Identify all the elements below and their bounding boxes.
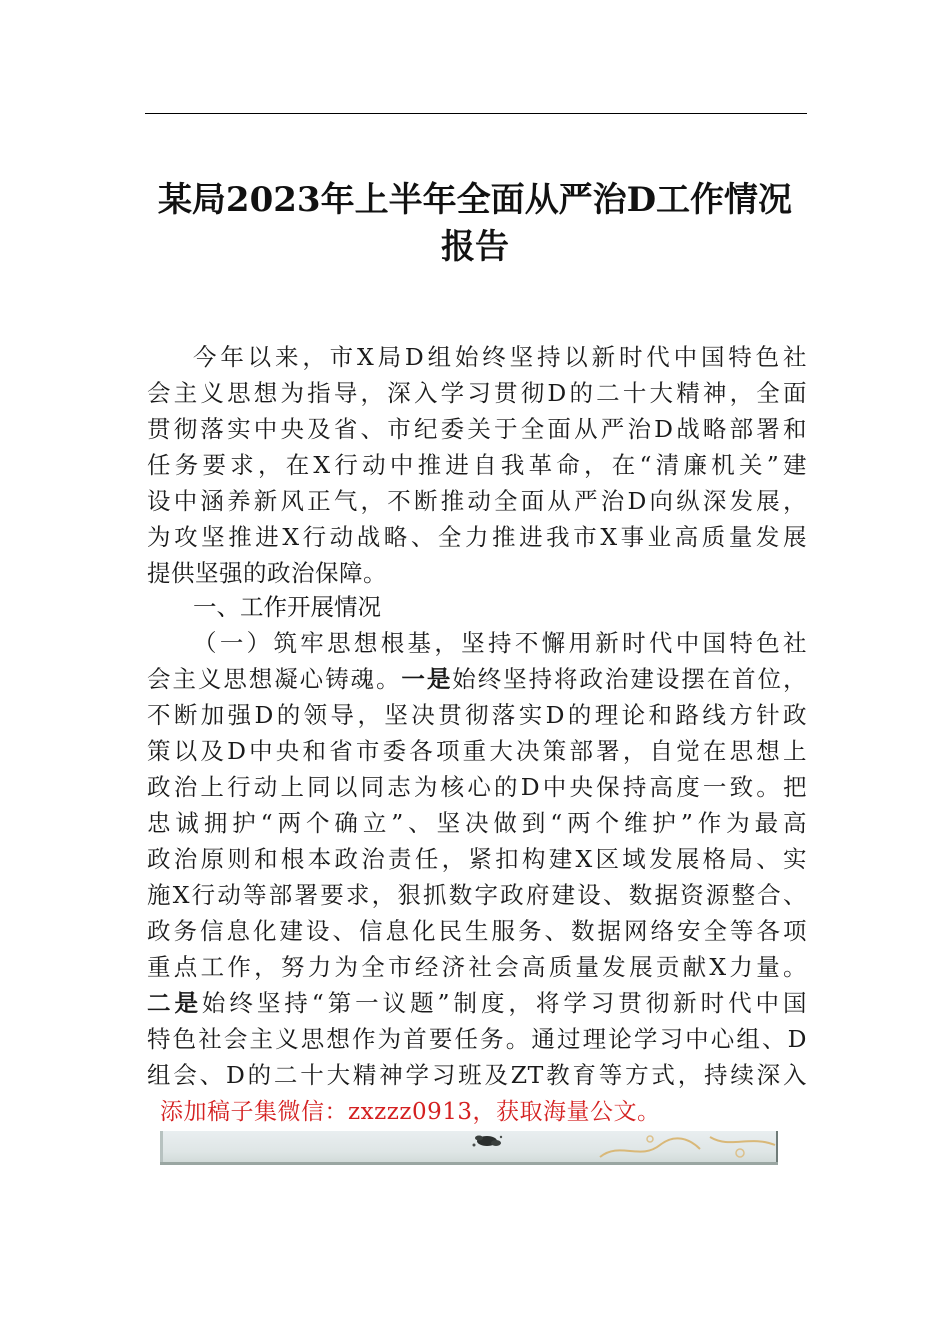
body-line-6: 施X行动等部署要求，狠抓数字政府建设、数据资源整合、: [147, 881, 807, 909]
body-line-5: 政治原则和根本政治责任，紧扣构建X区域发展格局、实: [147, 845, 807, 873]
para1-line-1: 今年以来，市X局D组始终坚持以新时代中国特色社: [193, 343, 807, 371]
tail-line-1: 特色社会主义思想作为首要任务。通过理论学习中心组、D: [147, 1025, 807, 1053]
point-two-text: 始终坚持“第一议题”制度，将学习贯彻新时代中国: [201, 989, 808, 1017]
sub1-line-1: （一）筑牢思想根基，坚持不懈用新时代中国特色社: [193, 629, 807, 657]
banner-bottom-edge: [160, 1162, 778, 1165]
banner-right-edge: [776, 1131, 778, 1165]
decorative-banner: [160, 1131, 778, 1165]
body-line-8: 重点工作，努力为全市经济社会高质量发展贡献X力量。: [147, 953, 807, 981]
point-two-marker: 二是: [147, 989, 202, 1017]
sub1-line-2-rest: 始终坚持将政治建设摆在首位，: [452, 665, 808, 693]
banner-left-edge: [160, 1131, 163, 1165]
header-rule: [145, 113, 807, 114]
body-line-2: 策以及D中央和省市委各项重大决策部署，自觉在思想上: [147, 737, 807, 765]
document-title-line-2: 报告: [441, 227, 509, 267]
point-two-line: [147, 986, 807, 1020]
para1-line-5: 设中涵养新风正气，不断推动全面从严治D向纵深发展，: [147, 487, 807, 515]
document-title-line-1: 某局2023年上半年全面从严治D工作情况: [157, 180, 793, 220]
body-line-1: 不断加强D的领导，坚决贯彻落实D的理论和路线方针政: [147, 701, 807, 729]
sub1-line-2-text: 会主义思想凝心铸魂。: [147, 665, 402, 693]
section-heading-1: 一、工作开展情况: [193, 593, 381, 621]
body-line-7: 政务信息化建设、信息化民生服务、数据网络安全等各项: [147, 917, 807, 945]
para1-line-2: 会主义思想为指导，深入学习贯彻D的二十大精神，全面: [147, 379, 807, 407]
sub1-line-2: [147, 662, 807, 696]
para1-line-3: 贯彻落实中央及省、市纪委关于全面从严治D战略部署和: [147, 415, 807, 443]
gold-swirl-icon: [590, 1131, 778, 1161]
wechat-promo-note: 添加稿子集微信：zxzzz0913，获取海量公文。: [160, 1099, 661, 1125]
para1-line-6: 为攻坚推进X行动战略、全力推进我市X事业高质量发展: [147, 523, 807, 551]
point-one-marker: 一是: [401, 665, 453, 693]
para1-line-4: 任务要求，在X行动中推进自我革命，在“清廉机关”建: [147, 451, 807, 479]
body-line-4: 忠诚拥护“两个确立”、坚决做到“两个维护”作为最高: [147, 809, 807, 837]
tail-line-2: 组会、D的二十大精神学习班及ZT教育等方式，持续深入: [147, 1061, 807, 1089]
body-line-3: 政治上行动上同以同志为核心的D中央保持高度一致。把: [147, 773, 807, 801]
para1-line-7: 提供坚强的政治保障。: [147, 559, 387, 587]
ink-splash-icon: [470, 1133, 504, 1151]
